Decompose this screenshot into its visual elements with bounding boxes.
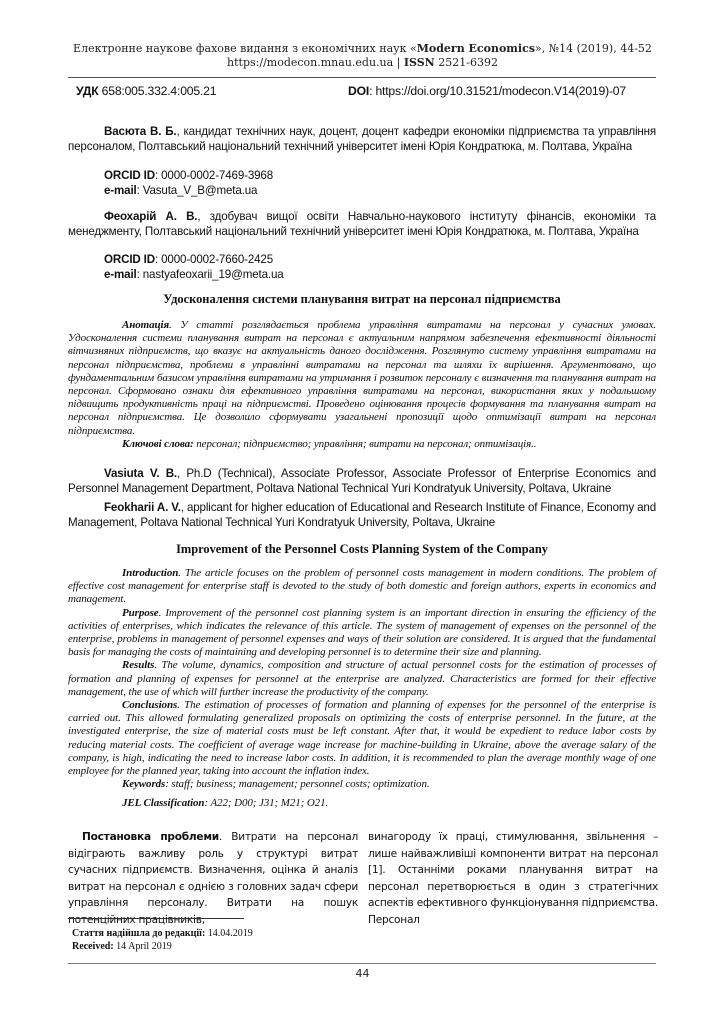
journal-header (0, 42, 725, 70)
section-heading: Постановка проблеми (82, 831, 219, 843)
journal-name: Modern Economics (416, 42, 536, 55)
journal-url[interactable]: https://modecon.mnau.edu.ua (227, 56, 394, 69)
author-ua-2-orcid: ORCID ID: 0000-0002-7660-2425 (104, 253, 274, 266)
abstract-en (68, 567, 656, 811)
udc-code: УДК 658:005.332.4:005.21 (76, 84, 217, 98)
issn-value: 2521-6392 (434, 56, 498, 69)
author-affiliation: , кандидат технічних наук, доцент, доцент кафедри економіки підприємства та управління персоналом, Полтавський національний технічний університет імені Юрія Кондратюка, м. Полтава, Україна (68, 125, 657, 153)
author-name: Васюта В. Б. (104, 125, 177, 138)
body-column-2 (368, 829, 658, 928)
received-en: Received: 14 April 2019 (72, 941, 172, 952)
footer-divider (68, 963, 656, 964)
body-paragraph: винагороду їх праці, стимулювання, звільнення – лише найважливіші компоненти витрат на персонал [1]. Останніми роками планування витрат на персонал перетворюється в один з стратегічних аспектів ефективного функціонування підприємства. Персонал (368, 831, 658, 926)
author-en-2 (68, 500, 656, 530)
journal-header-line2: https://modecon.mnau.edu.ua | ISSN 2521-6392 (227, 56, 498, 69)
footnote-divider (68, 918, 244, 919)
abstract-ua-text: Анотація. У статті розглядається проблема управління витратами на персонал у сучасних умовах. Удосконалення системи планування витрат на персонал є актуальним напрямом забезпечення ефективності діяльності вітчизняних підприємств, що вказує на актуальність даного дослідження. Розглянуто систему управління витратами на персонал підприємства, проблеми в управлінні витратами на персонал та шляхи їх вирішення. Аргументовано, що фундаментальним базисом управління витратами на утримання і розвиток персоналу є визначення та планування витрат на персонал. Сформовано ознаки для ефективного управління витратами на персонал, використання яких у подальшому підвищить продуктивність праці на підприємстві. Проведено оцінювання процесів формування та планування витрат на персонал підприємства. Це дозволило сформувати узагальнені пропозиції щодо оптимізації витрат на персонал підприємства. (68, 319, 656, 437)
author-ua-1 (68, 124, 656, 154)
body-paragraph: Постановка проблеми. Витрати на персонал відіграють важливу роль у структурі витрат сучасних підприємств. Визначення, оцінка й аналіз витрат на персонал є однією з головних задач сфери управління персоналу. Витрати на пошук потенційних працівників, (68, 831, 358, 926)
author-affiliation: , Ph.D (Technical), Associate Professor, Associate Professor of Enterprise Economics and Personnel Management Department, Poltava National Technical Yuri Kondratyuk University, Poltava, Ukraine (68, 467, 656, 495)
keywords-ua: Ключові слова: персонал; підприємство; управління; витрати на персонал; оптимізація.. (122, 437, 537, 450)
abstract-results: Results. The volume, dynamics, composition and structure of actual personnel costs for the estimation of processes of formation and planning of expenses for personnel at the enterprise are analyzed. Characteristics are formed for their effective management, the use of which will further increase the productivity of the company. (68, 659, 656, 698)
page-number: 44 (355, 967, 370, 980)
author-ua-1-email: e-mail: Vasuta_V_B@meta.ua (104, 184, 258, 197)
author-ua-2 (68, 209, 656, 239)
author-name: Vasiuta V. B. (104, 467, 177, 480)
doi-link[interactable]: DOI: https://doi.org/10.31521/modecon.V14(2019)-07 (348, 84, 626, 98)
author-ua-2-email: e-mail: nastyafeoxarii_19@meta.ua (104, 268, 284, 281)
received-ua: Стаття надійшла до редакції: 14.04.2019 (72, 928, 253, 939)
author-affiliation: , здобувач вищої освіти Навчально-наукового інституту фінансів, економіки та менеджменту, Полтавський національний технічний університет імені Юрія Кондратюка, м. Полтава, Україна (68, 210, 656, 238)
abstract-purpose: Purpose. Improvement of the personnel cost planning system is an important direction in ensuring the efficiency of the activities of enterprises, which indicates the relevance of this article. The system of management of expenses on the personnel of the enterprise, problems in management of personnel expenses and ways of their solution are considered. It is argued that the fundamental basis for managing the costs of maintaining and developing personnel is to determine their size and planning. (68, 606, 656, 659)
title-ua: Удосконалення системи планування витрат на персонал підприємства (163, 292, 561, 306)
jel-classification: JEL Classification: A22; D00; J31; M21; O21. (122, 797, 329, 810)
author-name: Феохарій А. В. (104, 210, 198, 223)
author-affiliation: , applicant for higher education of Educational and Research Institute of Finance, Economy and Management, Poltava National Technical Yuri Kondratyuk University, Poltava, Ukraine (68, 501, 656, 529)
author-name: Feokharii A. V. (104, 501, 181, 514)
body-column-1 (68, 829, 358, 928)
abstract-introduction: Introduction. The article focuses on the problem of personnel costs management in modern conditions. The problem of effective cost management for enterprise staff is devoted to the study of both domestic and foreign authors, experts in economics and management. (68, 567, 656, 606)
abstract-ua (68, 319, 656, 451)
header-divider (68, 77, 656, 78)
author-en-1 (68, 466, 656, 496)
journal-header-line1: Електронне наукове фахове видання з економічних наук «Modern Economics», №14 (2019), 44-52 (73, 42, 652, 55)
title-en: Improvement of the Personnel Costs Planning System of the Company (176, 542, 548, 556)
keywords-en: Keywords: staff; business; management; personnel costs; optimization. (122, 778, 430, 791)
issn-label: ISSN (403, 56, 435, 69)
abstract-conclusions: Conclusions. The estimation of processes of formation and planning of expenses for the personnel of the enterprise is carried out. This allowed formulating generalized proposals on optimizing the costs of enterprise personnel. In the future, at the investigated enterprise, the size of material costs must be left constant. After that, it would be expedient to reduce labor costs by reducing material costs. The coefficient of average wage increase for machine-building in Ukraine, above the average salary of the company, is high, indicating the need to increase labor costs. In addition, it is recommended to plan the average monthly wage of one employee for the planned year, taking into account the inflation index. (68, 699, 656, 778)
author-ua-1-orcid: ORCID ID: 0000-0002-7469-3968 (104, 169, 274, 182)
